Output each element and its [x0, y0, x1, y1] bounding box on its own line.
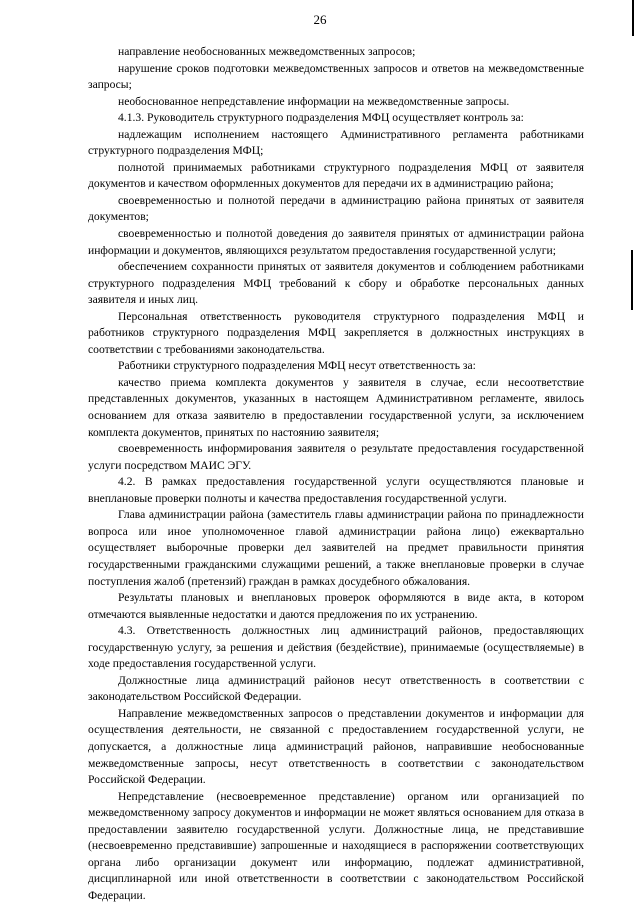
- page-number: 26: [313, 12, 327, 27]
- paragraph: полнотой принимаемых работниками структурного подразделения МФЦ от заявителя документов и качеством оформленных документов для передачи их в администрацию района;: [88, 160, 584, 191]
- paragraph: Глава администрации района (заместитель главы администрации района по принадлежности вопроса или иное уполномоченное главой администрации района лицо) ежеквартально осуществляет выборочные проверки дел заявителей на предмет правильности принятия государственными гражданскими служащими решений, а также внеплановые проверки в случае поступления жалоб (претензий) граждан в рамках досудебного обжалования.: [88, 508, 584, 588]
- paragraph: Должностные лица администраций районов несут ответственность в соответствии с законодательством Российской Федерации.: [88, 673, 584, 704]
- paragraph: надлежащим исполнением настоящего Административного регламента работниками структурного подразделения МФЦ;: [88, 127, 584, 158]
- paragraph: 4.1.3. Руководитель структурного подразделения МФЦ осуществляет контроль за:: [118, 111, 524, 125]
- paragraph: качество приема комплекта документов у заявителя в случае, если несоответствие представленных документов, указанных в настоящем Административном регламенте, явилось основанием для отказа заявителю в предоставлении государственной услуги, за исключением комплекта документов, принятых по настоянию заявителя;: [88, 375, 584, 439]
- paragraph: обеспечением сохранности принятых от заявителя документов и соблюдением работниками структурного подразделения МФЦ требований к сбору и обработке персональных данных заявителя и иных лиц.: [88, 260, 584, 307]
- paragraph: 4.2. В рамках предоставления государственной услуги осуществляются плановые и внеплановые проверки полноты и качества предоставления государственной услуги.: [88, 475, 584, 505]
- paragraph: Результаты плановых и внеплановых проверок оформляются в виде акта, в котором отмечаются выявленные недостатки и даются предложения по их устранению.: [88, 591, 584, 621]
- paragraph: необоснованное непредставление информации на межведомственные запросы.: [118, 94, 510, 108]
- paragraph: Персональная ответственность руководителя структурного подразделения МФЦ и работников структурного подразделения МФЦ закрепляется в должностных инструкциях в соответствии с требованиями законодательства.: [88, 309, 584, 356]
- paragraph: своевременностью и полнотой доведения до заявителя принятых от администрации района информации и документов, являющихся результатом предоставления государственной услуги;: [88, 227, 584, 257]
- paragraph: своевременностью и полнотой передачи в администрацию района принятых от заявителя документов;: [88, 193, 584, 224]
- paragraph: направление необоснованных межведомственных запросов;: [118, 45, 416, 58]
- paragraph: Работники структурного подразделения МФЦ несут ответственность за:: [118, 359, 476, 373]
- paragraph: Непредставление (несвоевременное представление) органом или организацией по межведомственному запросу документов и информации не может являться основанием для отказа в предоставлении заявителю государственной услуги. Должностные лица, не представившие (несвоевременно представившие) запрошенные и находящиеся в распоряжении соответствующих органа либо организации документ или информацию, подлежат административной, дисциплинарной или иной ответственности в соответствии с законодательством Российской Федерации.: [88, 789, 584, 902]
- paragraph: своевременность информирования заявителя о результате предоставления государственной услуги посредством МАИС ЭГУ.: [88, 442, 584, 472]
- scan-edge-mark: [631, 250, 633, 310]
- paragraph: 4.3. Ответственность должностных лиц администраций районов, предоставляющих государственную услугу, за решения и действия (бездействие), принимаемые (осуществляемые) в ходе предоставления государственной услуги.: [88, 624, 584, 671]
- scan-edge-mark: [632, 0, 634, 36]
- paragraph: Направление межведомственных запросов о представлении документов и информации для осуществления деятельности, не связанной с предоставлением государственной услуги, не допускается, а должностные лица администраций районов, направившие необоснованные межведомственные запросы, несут ответственность в соответствии с законодательством Российской Федерации.: [88, 706, 584, 787]
- paragraph: нарушение сроков подготовки межведомственных запросов и ответов на межведомственные запросы;: [88, 61, 584, 92]
- document-body: [88, 44, 584, 904]
